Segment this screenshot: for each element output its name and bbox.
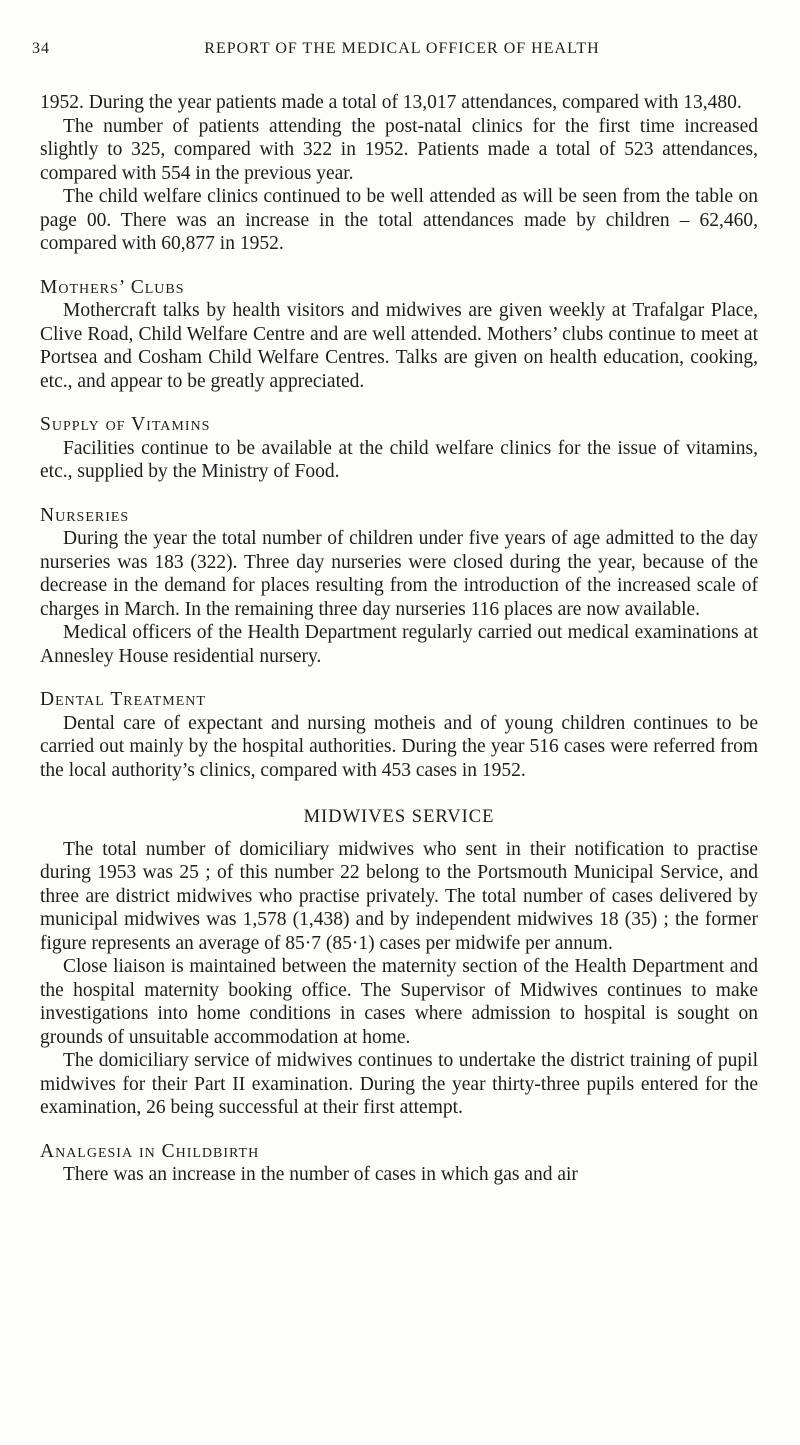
midwives-paragraph-2: Close liaison is maintained between the maternity section of the Health Department and the hospital maternity booking office. The Supervisor of Midwives continues to make investigations into home conditions in cases where admission to hospital is sought on grounds of unsuitable accommodation at home. — [40, 956, 758, 1048]
vitamins-paragraph: Facilities continue to be available at the child welfare clinics for the issue of vitamins, etc., supplied by the Ministry of Food. — [40, 437, 758, 482]
mothers-clubs-paragraph: Mothercraft talks by health visitors and midwives are given weekly at Trafalgar Place, Clive Road, Child Welfare Centre and are well attended. Mothers’ clubs continue to meet at Portsea and Cosham Child Welfare Centres. Talks are given on health education, cooking, etc., and appear to be greatly appreciated. — [40, 300, 758, 392]
body-text — [40, 91, 758, 1187]
dental-heading: Dental Treatment — [40, 689, 206, 710]
running-header — [32, 40, 772, 64]
vitamins-heading: Supply of Vitamins — [40, 414, 211, 435]
midwives-paragraph-1: The total number of domiciliary midwives who sent in their notification to practise during 1953 was 25 ; of this number 22 belong to the Portsmouth Municipal Service, and three are district midwives who practise privately. The total number of cases delivered by municipal midwives was 1,578 (1,438) and by independent midwives 18 (35) ; the former figure represents an average of 85·7 (85·1) cases per midwife per annum. — [40, 838, 758, 954]
page-number: 34 — [32, 40, 50, 57]
analgesia-paragraph: There was an increase in the number of cases in which gas and air — [63, 1164, 578, 1185]
nurseries-paragraph-1: During the year the total number of children under five years of age admitted to the day nurseries was 183 (322). Three day nurseries were closed during the year, because of the decrease in the demand for places resulting from the introduction of the increased scale of charges in March. In the remaining three day nurseries 116 places are now available. — [40, 528, 758, 620]
midwives-paragraph-3: The domiciliary service of midwives continues to undertake the district training of pupil midwives for their Part II examination. During the year thirty-three pupils entered for the examination, 26 being successful at their first attempt. — [40, 1050, 758, 1118]
intro-paragraph-1: 1952. During the year patients made a total of 13,017 attendances, compared with 13,480. — [40, 92, 742, 113]
report-title: REPORT OF THE MEDICAL OFFICER OF HEALTH — [204, 40, 600, 57]
analgesia-heading: Analgesia in Childbirth — [40, 1140, 260, 1162]
midwives-service-heading: MIDWIVES SERVICE — [303, 807, 495, 827]
nurseries-heading: Nurseries — [40, 504, 130, 526]
dental-paragraph: Dental care of expectant and nursing motheis and of young children continues to be carried out mainly by the hospital authorities. During the year 516 cases were referred from the local authority’s clinics, compared with 453 cases in 1952. — [40, 712, 758, 781]
nurseries-paragraph-2: Medical officers of the Health Department regularly carried out medical examinations at Annesley House residential nursery. — [40, 622, 758, 667]
intro-paragraph-2: The number of patients attending the post-natal clinics for the first time increased slightly to 325, compared with 322 in 1952. Patients made a total of 523 attendances, compared with 554 in the previous year. — [40, 115, 758, 184]
mothers-clubs-heading: Mothers’ Clubs — [40, 276, 185, 298]
intro-paragraph-3: The child welfare clinics continued to be well attended as will be seen from the table on page 00. There was an increase in the total attendances made by children – 62,460, compared with 60,877 in 1952. — [40, 186, 758, 254]
